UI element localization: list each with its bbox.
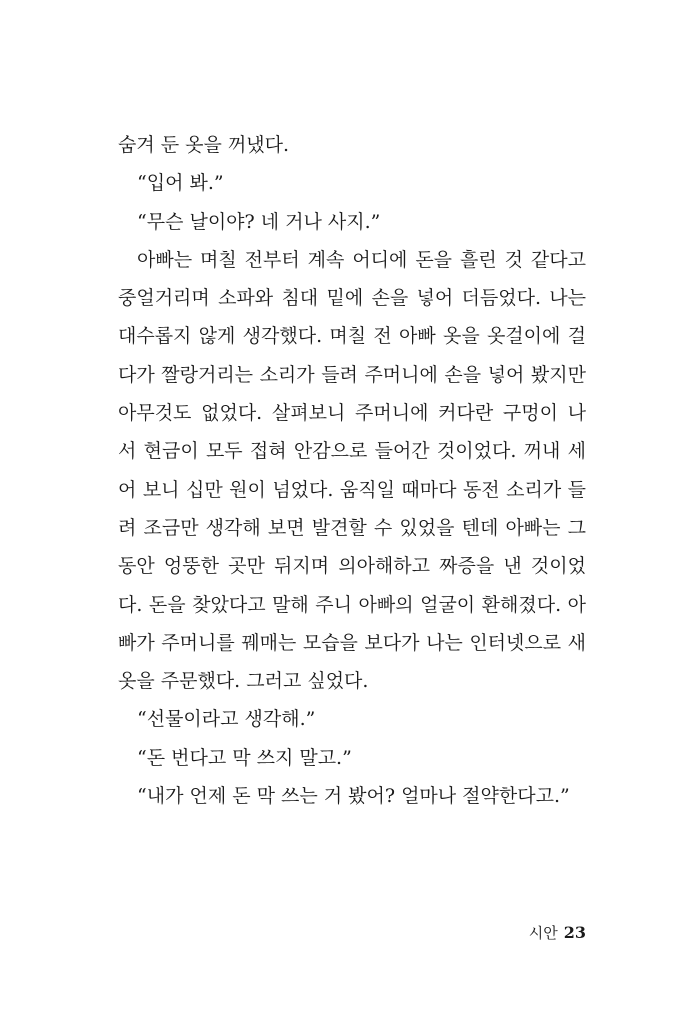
dialogue-line: “돈 번다고 막 쓰지 말고.” <box>137 746 352 769</box>
running-title: 시안 <box>528 924 558 942</box>
text-line: 동안 엉뚱한 곳만 뒤지며 의아해하고 짜증을 낸 것이었 <box>118 555 586 578</box>
dialogue-line: “선물이라고 생각해.” <box>137 708 316 731</box>
page-number: 23 <box>563 923 586 942</box>
text-line: 아빠는 며칠 전부터 계속 어디에 돈을 흘린 것 같다고 <box>137 248 586 271</box>
text-line: 아무것도 없었다. 살펴보니 주머니에 커다란 구멍이 나 <box>118 402 586 425</box>
text-line: 다가 짤랑거리는 소리가 들려 주머니에 손을 넣어 봤지만 <box>118 363 586 386</box>
text-line: 어 보니 십만 원이 넘었다. 움직일 때마다 동전 소리가 들 <box>118 478 586 501</box>
text-line: 려 조금만 생각해 보면 발견할 수 있었을 텐데 아빠는 그 <box>118 516 586 539</box>
text-line: 빠가 주머니를 꿰매는 모습을 보다가 나는 인터넷으로 새 <box>118 631 586 654</box>
text-line: 서 현금이 모두 접혀 안감으로 들어간 것이었다. 꺼내 세 <box>118 440 586 463</box>
text-line: 옷을 주문했다. 그러고 싶었다. <box>118 670 369 693</box>
text-line: 숨겨 둔 옷을 꺼냈다. <box>118 134 289 156</box>
dialogue-line: “입어 봐.” <box>137 172 224 195</box>
text-line: 중얼거리며 소파와 침대 밑에 손을 넣어 더듬었다. 나는 <box>118 287 586 310</box>
dialogue-line: “무슨 날이야? 네 거나 사지.” <box>137 210 381 233</box>
text-line: 대수롭지 않게 생각했다. 며칠 전 아빠 옷을 옷걸이에 걸 <box>118 325 586 348</box>
dialogue-line: “내가 언제 돈 막 쓰는 거 봤어? 얼마나 절약한다고.” <box>137 785 570 808</box>
text-line: 다. 돈을 찾았다고 말해 주니 아빠의 얼굴이 환해졌다. 아 <box>118 593 586 616</box>
body-text <box>118 126 586 815</box>
page-footer <box>470 922 586 943</box>
